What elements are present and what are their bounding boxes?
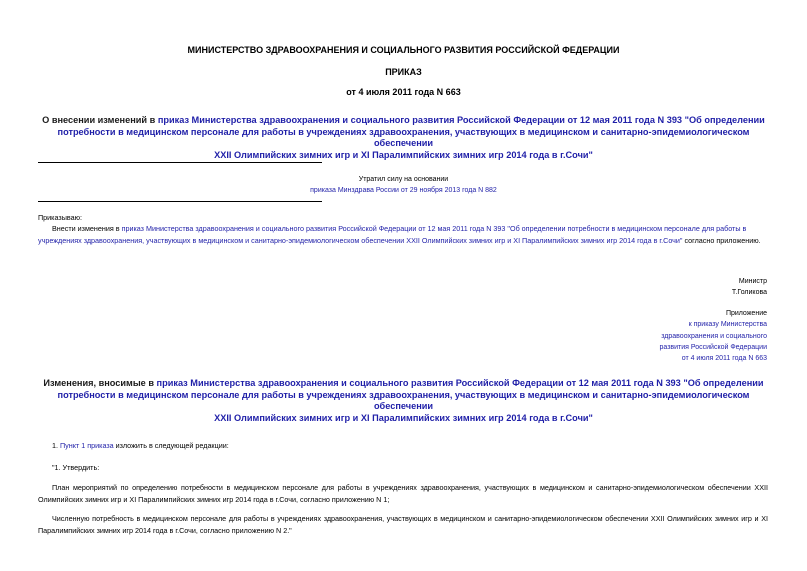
title-prefix: О внесении изменений в bbox=[42, 115, 158, 125]
signature-position: Министр bbox=[738, 278, 767, 285]
changes-title-link-line1[interactable]: приказ Министерства здравоохранения и социального развития Российской Федерации от 12 мая 2011 года N 393 "Об определении bbox=[156, 378, 764, 388]
item-1-prefix: 1. bbox=[52, 441, 60, 450]
divider-top bbox=[38, 162, 322, 163]
changes-title bbox=[30, 378, 777, 424]
divider-bottom bbox=[38, 201, 322, 202]
plan-line1: План мероприятий по определению потребности в медицинском персонале для работы в учреждениях здравоохранения, участвующих в медицинском и санитарно-эпидемиологическом обеспечении XXII bbox=[52, 483, 768, 492]
appendix-line3[interactable]: здравоохранения и социального bbox=[661, 332, 767, 340]
doc-type: ПРИКАЗ bbox=[385, 67, 422, 77]
appendix-line4[interactable]: развития Российской Федерации bbox=[659, 343, 767, 351]
order-text-prefix: Внести изменения в bbox=[52, 224, 122, 233]
title-link-line2[interactable]: потребности в медицинском персонале для работы в учреждениях здравоохранения, участвующих в медицинском и санитарно-эпидемиологическом обеспечении bbox=[57, 126, 750, 148]
status-text: Утратил силу на основании bbox=[358, 176, 449, 183]
plan-paragraph bbox=[38, 482, 768, 506]
document-title bbox=[30, 115, 777, 161]
need-line1: Численную потребность в медицинском персонале для работы в учреждениях здравоохранения, участвующих в медицинском и санитарно-эпидемиологическом обеспечении XXII Олимпийских зимних игр и XI bbox=[52, 514, 768, 523]
item-1-suffix: изложить в следующей редакции: bbox=[113, 441, 229, 450]
title-link-line1[interactable]: приказ Министерства здравоохранения и социального развития Российской Федерации от 12 мая 2011 года N 393 "Об определении bbox=[157, 115, 765, 125]
order-text-link[interactable]: приказ Министерства здравоохранения и социального развития Российской Федерации от 12 мая 2011 года N 393 "Об определении потребности в медицинском персонале для работы в bbox=[121, 224, 747, 233]
appendix-block bbox=[659, 308, 767, 364]
order-text-suffix: согласно приложению. bbox=[682, 236, 761, 245]
changes-title-prefix: Изменения, вносимые в bbox=[43, 378, 157, 388]
appendix-line1: Приложение bbox=[725, 310, 767, 317]
order-text-link-line2[interactable]: учреждениях здравоохранения, участвующих в медицинском и санитарно-эпидемиологическом обеспечении XXII Олимпийских зимних игр и XI Паралимпийских зимних игр 2014 года в г.Сочи" bbox=[38, 236, 683, 245]
signature-block bbox=[732, 276, 767, 299]
status-link[interactable]: приказа Минздрава России от 29 ноября 2013 года N 882 bbox=[310, 187, 497, 194]
item-1-link-punkt[interactable]: Пункт 1 bbox=[60, 441, 86, 450]
approve-line: "1. Утвердить: bbox=[52, 463, 100, 472]
ministry-name: МИНИСТЕРСТВО ЗДРАВООХРАНЕНИЯ И СОЦИАЛЬНОГО РАЗВИТИЯ РОССИЙСКОЙ ФЕДЕРАЦИИ bbox=[187, 45, 620, 55]
signature-name: Т.Голикова bbox=[731, 289, 767, 297]
order-text bbox=[38, 223, 778, 247]
doc-date-number: от 4 июля 2011 года N 663 bbox=[346, 87, 461, 97]
changes-title-link-line2[interactable]: потребности в медицинском персонале для работы в учреждениях здравоохранения, участвующих в медицинском и санитарно-эпидемиологическом обеспечении bbox=[57, 389, 750, 411]
appendix-line2[interactable]: к приказу Министерства bbox=[688, 321, 767, 329]
item-1 bbox=[52, 440, 229, 452]
need-paragraph bbox=[38, 513, 768, 537]
plan-line2: Олимпийских зимних игр и XI Паралимпийских зимних игр 2014 года в г.Сочи, согласно приложению N 1; bbox=[38, 495, 390, 504]
need-line2: Паралимпийских зимних игр 2014 года в г.Сочи, согласно приложению N 2." bbox=[38, 526, 292, 535]
item-1-link-prikaz[interactable]: приказа bbox=[87, 441, 114, 450]
order-intro: Приказываю: bbox=[38, 213, 82, 222]
changes-title-link-line3[interactable]: XXII Олимпийских зимних игр и XI Паралимпийских зимних игр 2014 года в г.Сочи" bbox=[214, 412, 593, 423]
title-link-line3[interactable]: XXII Олимпийских зимних игр и XI Паралимпийских зимних игр 2014 года в г.Сочи" bbox=[214, 149, 593, 160]
appendix-line5[interactable]: от 4 июля 2011 года N 663 bbox=[681, 355, 767, 363]
